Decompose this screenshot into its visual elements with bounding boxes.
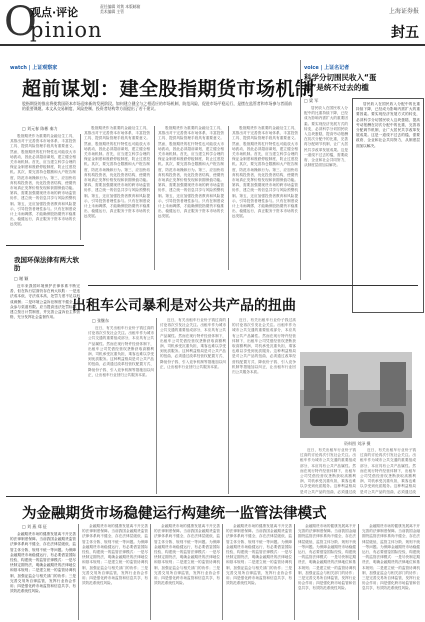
column-rule (228, 318, 229, 494)
lead-col-3: 股指期货作为重要的金融衍生工具，其推出对于完善资本市场体系、丰富投资工具、提供风险管理手段具有重要意义。然而，股指期货的杠杆特性也可能放大市场波动，因此必须超前谋划，建立健全相关市场机制。首先，应当建立科学合理的保证金制度和涨跌停板制度，防止过度投机。其次，要完善持仓限额和大户报告制度，防范市场操纵行为。第三，应加快培育机构投资者，优化投资者结构，使期货市场真正发挥价格发现和套期保值功能。第四，需要加强期现货市场的跨市场监管协作，建立统一的信息共享与风险预警机制。第五，还应加强投资者教育和风险提示，引导投资者理性参与。只有在制度设计上未雨绸缪，才能确保股指期货平稳推出、稳健运行，真正服务于资本市场的长远发展。 (158, 126, 224, 219)
column-rule (150, 524, 151, 620)
section-divider (300, 60, 301, 280)
bottom-col-1: 金融期货市场的健康发展离不开完善的法律制度保障。当前我国金融期货监管法律体系尚不健全，存在法律层级低、监管主体分散、规则不统一等问题。为保障金融期货市场稳健运行，有必要借鉴国际经验，构建统一的监管法律模式：一是尽快制定期货法，明确金融期货的法律地位和基本规则；二是建立统一的监管协调机制，加强证监会与相关部门的协作；三是完善交易所自律监管，发挥行业协会作用；四是强化跨市场监管和信息共享，有效防范系统性风险。 (10, 532, 76, 594)
lead-column-label: watch | 上证观察家 (10, 65, 58, 71)
lead-byline: □ 刘元春 陈彬 秦力 (22, 126, 58, 131)
middle-col-3: 近日，有关出租车行业份子钱过高的讨论再次引发社会关注。出租车作为城市公共交通的重要组成部分，本应具有公共产品属性。然而在现行特许经营体制下，出租车公司凭借经营权垄断获取高额利润，司机承受沉重负担，乘客也难以享受到优质服务。这种利益格局是对公共产品的扭曲，必须通过改革经营权配置方式、降低份子钱、引入竞争机制等措施加以纠正，让出租车行业回归公共服务本质。 (232, 318, 296, 375)
bottom-col-5: 金融期货市场的健康发展离不开完善的法律制度保障。当前我国金融期货监管法律体系尚不健全，存在法律层级低、监管主体分散、规则不统一等问题。为保障金融期货市场稳健运行，有必要借鉴国际经验，构建统一的监管法律模式：一是尽快制定期货法，明确金融期货的法律地位和基本规则；二是建立统一的监管协调机制，加强证监会与相关部门的协作；三是完善交易所自律监管，发挥行业协会作用；四是强化跨市场监管和信息共享，有效防范系统性风险。 (298, 524, 356, 591)
column-rule (294, 524, 295, 620)
bottom-col-3: 金融期货市场的健康发展离不开完善的法律制度保障。当前我国金融期货监管法律体系尚不健全，存在法律层级低、监管主体分散、规则不统一等问题。为保障金融期货市场稳健运行，有必要借鉴国际经验，构建统一的监管法律模式：一是尽快制定期货法，明确金融期货的法律地位和基本规则；二是建立统一的监管协调机制，加强证监会与相关部门的协作；三是完善交易所自律监管，发挥行业协会作用；四是强化跨市场监管和信息共享，有效防范系统性风险。 (154, 524, 220, 586)
masthead-letter: O (4, 0, 37, 45)
left-box-body: 近年来我国环境保护法律体系不断完善，但在执行层面仍存在两大软肋：一是违法成本低、守法成本高，处罚力度不足以形成威慑；二是环境公益诉讼制度不健全，公众参与渠道有限。应当提高违法处罚标准，建立按日计罚制度，并完善公益诉讼主体资格，充分发挥社会监督作用。 (10, 284, 80, 320)
bottom-col-6: 金融期货市场的健康发展离不开完善的法律制度保障。当前我国金融期货监管法律体系尚不健全，存在法律层级低、监管主体分散、规则不统一等问题。为保障金融期货市场稳健运行，有必要借鉴国际经验，构建统一的监管法律模式：一是尽快制定期货法，明确金融期货的法律地位和基本规则；二是建立统一的监管协调机制，加强证监会与相关部门的协作；三是完善交易所自律监管，发挥行业协会作用；四是强化跨市场监管和信息共享，有效防范系统性风险。 (362, 524, 420, 591)
bottom-col-2: 金融期货市场的健康发展离不开完善的法律制度保障。当前我国金融期货监管法律体系尚不健全，存在法律层级低、监管主体分散、规则不统一等问题。为保障金融期货市场稳健运行，有必要借鉴国际经验，构建统一的监管法律模式：一是尽快制定期货法，明确金融期货的法律地位和基本规则；二是建立统一的监管协调机制，加强证监会与相关部门的协作；三是完善交易所自律监管，发挥行业协会作用；四是强化跨市场监管和信息共享，有效防范系统性风险。 (82, 524, 148, 586)
newspaper-name: 上海证券报 (388, 8, 419, 15)
lead-col-4: 股指期货作为重要的金融衍生工具，其推出对于完善资本市场体系、丰富投资工具、提供风险管理手段具有重要意义。然而，股指期货的杠杆特性也可能放大市场波动，因此必须超前谋划，建立健全相关市场机制。首先，应当建立科学合理的保证金制度和涨跌停板制度，防止过度投机。其次，要完善持仓限额和大户报告制度，防范市场操纵行为。第三，应加快培育机构投资者，优化投资者结构，使期货市场真正发挥价格发现和套期保值功能。第四，需要加强期现货市场的跨市场监管协作，建立统一的信息共享与风险预警机制。第五，还应加强投资者教育和风险提示，引导投资者理性参与。只有在制度设计上未雨绸缪，才能确保股指期货平稳推出、稳健运行，真正服务于资本市场的长远发展。 (232, 126, 298, 219)
middle-byline: □ 张继东 (92, 318, 110, 323)
column-rule (80, 134, 81, 240)
column-rule (156, 318, 157, 494)
right-column-label: voice | 上证名记者 (304, 65, 350, 71)
bottom-col-4: 金融期货市场的健康发展离不开完善的法律制度保障。当前我国金融期货监管法律体系尚不健全，存在法律层级低、监管主体分散、规则不统一等问题。为保障金融期货市场稳健运行，有必要借鉴国际经验，构建统一的监管法律模式：一是尽快制定期货法，明确金融期货的法律地位和基本规则；二是建立统一的监管协调机制，加强证监会与相关部门的协作；三是完善交易所自律监管，发挥行业协会作用；四是强化跨市场监管和信息共享，有效防范系统性风险。 (226, 524, 292, 586)
middle-col-1: 近日，有关出租车行业份子钱过高的讨论再次引发社会关注。出租车作为城市公共交通的重要组成部分，本应具有公共产品属性。然而在现行特许经营体制下，出租车公司凭借经营权垄断获取高额利润，司机承受沉重负担，乘客也难以享受到优质服务。这种利益格局是对公共产品的扭曲，必须通过改革经营权配置方式、降低份子钱、引入竞争机制等措施加以纠正，让出租车行业回归公共服务本质。 (88, 326, 154, 377)
middle-col-4: 近日，有关出租车行业份子钱过高的讨论再次引发社会关注。出租车作为城市公共交通的重要组成部分，本应具有公共产品属性。然而在现行特许经营体制下，出租车公司凭借经营权垄断获取高额利润，司机承受沉重负担，乘客也难以享受到优质服务。这种利益格局是对公共产品的扭曲，必须通过改 (300, 448, 356, 494)
column-rule (228, 126, 229, 270)
bottom-byline: □ 刘 燕 郑 征 (22, 524, 47, 529)
section-rule (88, 285, 418, 286)
section-title-en: pinion (30, 18, 103, 42)
taxi-photo (300, 352, 412, 438)
left-box-byline: □ 谢 颖 (14, 276, 29, 281)
middle-headline: 出租车公司暴利是对公共产品的扭曲 (72, 298, 296, 314)
lead-headline: 超前谋划：建全股指期货市场机制 (22, 78, 315, 100)
column-rule (78, 524, 79, 620)
lead-lede: 股指期货的推出将使我国资本市场迎来新的发展阶段。如何建立健全与之相适应的市场机制，防范风险，促进市场平稳运行，是摆在监管者和市场参与者面前的重要课题。本文从交易制度、风险控制、投资者结构等方面提出了若干建议。 (22, 101, 292, 112)
column-rule (358, 524, 359, 620)
middle-col-2: 近日，有关出租车行业份子钱过高的讨论再次引发社会关注。出租车作为城市公共交通的重要组成部分，本应具有公共产品属性。然而在现行特许经营体制下，出租车公司凭借经营权垄断获取高额利润，司机承受沉重负担，乘客也难以享受到优质服务。这种利益格局是对公共产品的扭曲，必须通过改革经营权配置方式、降低份子钱、引入竞争机制等措施加以纠正，让出租车行业回归公共服务本质。 (160, 318, 226, 369)
masthead (0, 0, 425, 46)
right-headline: 科学分切围民收入“蛋糕”是统不过去的槛 (304, 73, 377, 92)
lead-col-1: 股指期货作为重要的金融衍生工具，其推出对于完善资本市场体系、丰富投资工具、提供风险管理手段具有重要意义。然而，股指期货的杠杆特性也可能放大市场波动，因此必须超前谋划，建立健全相关市场机制。首先，应当建立科学合理的保证金制度和涨跌停板制度，防止过度投机。其次，要完善持仓限额和大户报告制度，防范市场操纵行为。第三，应加快培育机构投资者，优化投资者结构，使期货市场真正发挥价格发现和套期保值功能。第四，需要加强期现货市场的跨市场监管协作，建立统一的信息共享与风险预警机制。第五，还应加强投资者教育和风险提示，引导投资者理性参与。只有在制度设计上未雨绸缪，才能确保股指期货平稳推出、稳健运行，真正服务于资本市场的长远发展。 (10, 134, 76, 227)
photo-caption: 资料图 刘泽 摄 (344, 441, 371, 446)
editor-info: 责任编辑 刘隽 本版邮箱 美术编辑 主管 (100, 4, 141, 14)
section-rule (6, 496, 420, 497)
section-title: 观点·评论 (30, 6, 79, 19)
lead-col-2: 股指期货作为重要的金融衍生工具，其推出对于完善资本市场体系、丰富投资工具、提供风险管理手段具有重要意义。然而，股指期货的杠杆特性也可能放大市场波动，因此必须超前谋划，建立健全相关市场机制。首先，应当建立科学合理的保证金制度和涨跌停板制度，防止过度投机。其次，要完善持仓限额和大户报告制度，防范市场操纵行为。第三，应加快培育机构投资者，优化投资者结构，使期货市场真正发挥价格发现和套期保值功能。第四，需要加强期现货市场的跨市场监管协作，建立统一的信息共享与风险预警机制。第五，还应加强投资者教育和风险提示，引导投资者理性参与。只有在制度设计上未雨绸缪，才能确保股指期货平稳推出、稳健运行，真正服务于资本市场的长远发展。 (84, 126, 150, 219)
left-box-headline: 我国环保法律有两大软肋 (14, 256, 79, 272)
right-col-2: 居民收入在国民收入分配中的比重持续下降，已经成为影响内需扩大的重要因素。要实现经济发展方式的转变，必须科学分切国民收入这块蛋糕，提高劳动报酬在初次分配中的比重，完善再分配调节机制，让广大居民共享改革发展成果。这是一道绕不过去的槛，需要政府、企业和社会共同努力，从制度层面加以解决。 (356, 102, 420, 148)
right-col-1: 居民收入在国民收入分配中的比重持续下降，已经成为影响内需扩大的重要因素。要实现经济发展方式的转变，必须科学分切国民收入这块蛋糕，提高劳动报酬在初次分配中的比重，完善再分配调节机制，让广大居民共享改革发展成果。这是一道绕不过去的槛，需要政府、企业和社会共同努力，从制度层面加以解决。 (304, 106, 348, 168)
column-rule (222, 524, 223, 620)
right-byline: □ 梁 军 (304, 98, 319, 103)
column-rule (154, 126, 155, 270)
bottom-headline: 为金融期货市场稳健运行构建统一监管法律模式 (22, 506, 327, 522)
page-label: 封五 (391, 25, 419, 41)
middle-col-5: 近日，有关出租车行业份子钱过高的讨论再次引发社会关注。出租车作为城市公共交通的重要组成部分，本应具有公共产品属性。然而在现行特许经营体制下，出租车公司凭借经营权垄断获取高额利润，司机承受沉重负担，乘客也难以享受到优质服务。这种利益格局是对公共产品的扭曲，必须通过改 (360, 448, 416, 494)
